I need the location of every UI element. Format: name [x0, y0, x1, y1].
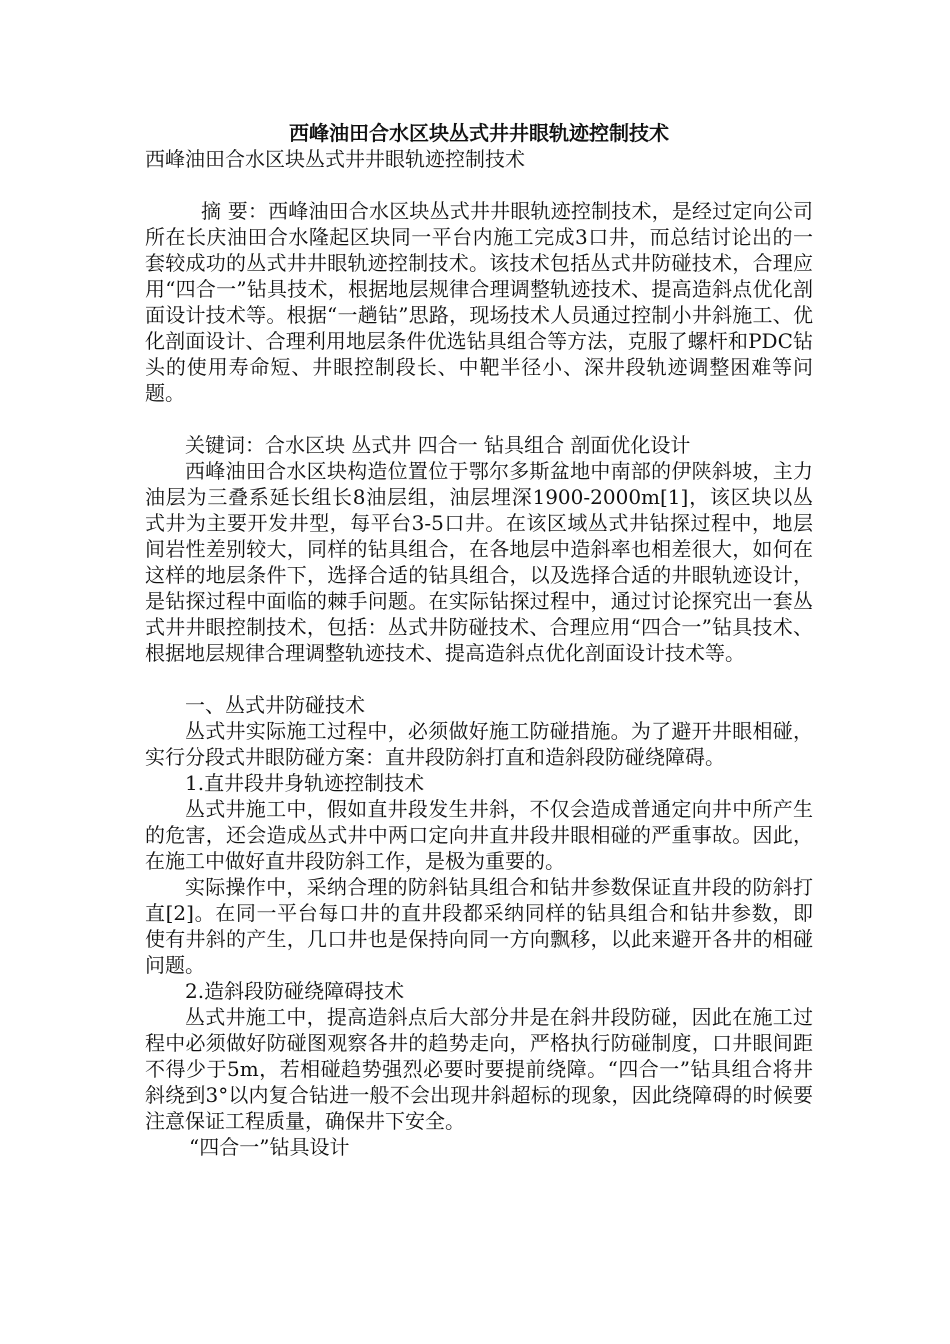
subsection-paragraph: 丛式井施工中，提高造斜点后大部分井是在斜井段防碰，因此在施工过程中必须做好防碰图观察各井的趋势走向，严格执行防碰制度，口井眼间距不得少于5m，若相碰趋势强烈必要时要提前绕障。“四合一”钻具组合将井斜绕到3°以内复合钻进一般不会出现井斜超标的现象，因此绕障碍的时候要注意保证工程质量，确保井下安全。 [145, 1005, 813, 1133]
blank-line [145, 406, 813, 432]
section-paragraph: 丛式井实际施工过程中，必须做好施工防碰措施。为了避开井眼相碰，实行分段式井眼防碰方案：直井段防斜打直和造斜段防碰绕障碍。 [145, 719, 813, 769]
blank-line [145, 172, 813, 198]
subsection-heading: 1.直井段井身轨迹控制技术 [185, 771, 425, 795]
document-subtitle: 西峰油田合水区块丛式井井眼轨迹控制技术 [145, 147, 525, 171]
intro-paragraph: 西峰油田合水区块构造位置位于鄂尔多斯盆地中南部的伊陕斜坡，主力油层为三叠系延长组长8油层组，油层埋深1900-2000m[1]，该区块以丛式井为主要开发井型，每平台3-5口井。在该区域丛式井钻探过程中，地层间岩性差别较大，同样的钻具组合，在各地层中造斜率也相差很大，如何在这样的地层条件下，选择合适的钻具组合，以及选择合适的井眼轨迹设计，是钻探过程中面临的棘手问题。在实际钻探过程中，通过讨论探究出一套丛式井井眼控制技术，包括：丛式井防碰技术、合理应用“四合一”钻具技术、根据地层规律合理调整轨迹技术、提高造斜点优化剖面设计技术等。 [145, 459, 813, 665]
subsection-heading: “四合一”钻具设计 [189, 1135, 350, 1159]
abstract-paragraph: 摘 要：西峰油田合水区块丛式井井眼轨迹控制技术，是经过定向公司所在长庆油田合水隆起区块同一平台内施工完成3口井，而总结讨论出的一套较成功的丛式井井眼轨迹控制技术。该技术包括丛式井防碰技术，合理应用“四合一”钻具技术，根据地层规律合理调整轨迹技术、提高造斜点优化剖面设计技术等。根据“一趟钻”思路，现场技术人员通过控制小井斜施工、优化剖面设计、合理利用地层条件优选钻具组合等方法，克服了螺杆和PDC钻头的使用寿命短、井眼控制段长、中靶半径小、深井段轨迹调整困难等问题。 [145, 199, 813, 405]
document-page [145, 120, 813, 1160]
blank-line [145, 666, 813, 692]
subsection-heading: 2.造斜段防碰绕障碍技术 [185, 979, 405, 1003]
subsection-paragraph: 丛式井施工中，假如直井段发生井斜，不仅会造成普通定向井中所产生的危害，还会造成丛式井中两口定向井直井段井眼相碰的严重事故。因此，在施工中做好直井段防斜工作，是极为重要的。 [145, 797, 813, 873]
keywords-line: 关键词：合水区块 丛式井 四合一 钻具组合 剖面优化设计 [185, 433, 691, 457]
document-title: 西峰油田合水区块丛式井井眼轨迹控制技术 [289, 121, 669, 145]
section-heading: 一、丛式井防碰技术 [185, 693, 365, 717]
subsection-paragraph: 实际操作中，采纳合理的防斜钻具组合和钻井参数保证直井段的防斜打直[2]。在同一平台每口井的直井段都采纳同样的钻具组合和钻井参数，即使有井斜的产生，几口井也是保持向同一方向飘移，以此来避开各井的相碰问题。 [145, 875, 813, 977]
